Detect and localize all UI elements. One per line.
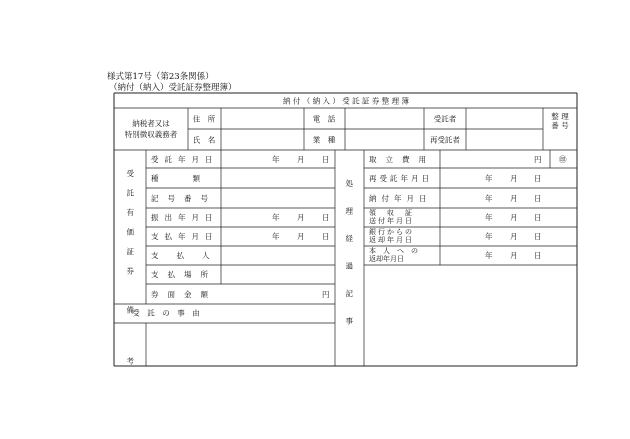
- paid-month: 月: [510, 194, 518, 203]
- address-label: 住 所: [192, 114, 216, 124]
- re-trustee-label: 再受託者: [430, 135, 460, 145]
- form-number: 様式第17号（第23条関係）: [107, 72, 214, 82]
- taxpayer-label: 納税者又は 特別徴収義務者: [124, 119, 178, 139]
- number-label: 記号番号: [151, 194, 217, 203]
- paid-date-label: 納付年月日: [369, 194, 432, 203]
- date-issued-month: 月: [297, 213, 305, 222]
- collection-cost-stamp: ㊞: [559, 155, 567, 164]
- re-trust-year: 年: [485, 174, 493, 183]
- date-received-day: 日: [322, 155, 330, 164]
- re-trust-day: 日: [534, 174, 542, 183]
- person-return-month: 月: [510, 251, 518, 260]
- phone-label: 電 話: [312, 114, 336, 124]
- collection-cost-yen: 円: [534, 155, 542, 164]
- date-received-month: 月: [297, 155, 305, 164]
- process-group-label: 処理経過記事: [344, 179, 354, 345]
- date-payment-day: 日: [322, 232, 330, 241]
- face-value-label: 券面金額: [151, 290, 217, 299]
- bank-return-year: 年: [485, 232, 493, 241]
- ledger-number-label: 整 理 番 号: [551, 112, 569, 130]
- bank-return-day: 日: [534, 232, 542, 241]
- form-title: 納 付 （ 納 入 ） 受 託 証 券 整 理 簿: [282, 96, 410, 106]
- paid-year: 年: [485, 194, 493, 203]
- re-trust-date-label: 再受託年月日: [369, 174, 432, 183]
- kind-label: 種類: [151, 174, 234, 183]
- remarks-label: 備 考: [125, 305, 135, 383]
- person-return-year: 年: [485, 251, 493, 260]
- person-return-date-label: 本 人 へ の 返却年月日: [369, 247, 418, 263]
- date-issued-day: 日: [322, 213, 330, 222]
- receipt-month: 月: [510, 213, 518, 222]
- trust-reason-label: 受 託 の 事 由: [132, 308, 200, 318]
- person-return-day: 日: [534, 251, 542, 260]
- collection-cost-label: 取立費用: [369, 155, 435, 164]
- receipt-day: 日: [534, 213, 542, 222]
- paid-day: 日: [534, 194, 542, 203]
- date-received-year: 年: [272, 155, 280, 164]
- date-issued-label: 振出年月日: [151, 213, 219, 222]
- receipt-year: 年: [485, 213, 493, 222]
- bank-return-date-label: 銀行からの 返却年月日: [369, 228, 414, 244]
- date-payment-month: 月: [297, 232, 305, 241]
- occupation-label: 業 種: [312, 135, 336, 145]
- face-value-yen: 円: [322, 290, 330, 299]
- form-caption: （納付（納入）受託証券整理簿）: [109, 83, 237, 93]
- name-label: 氏 名: [192, 135, 216, 145]
- date-payment-label: 支払年月日: [151, 232, 219, 241]
- receipt-date-label: 領 収 証 送付年月日: [369, 209, 414, 225]
- date-issued-year: 年: [272, 213, 280, 222]
- trustee-label: 受託者: [433, 114, 457, 124]
- date-payment-year: 年: [272, 232, 280, 241]
- bank-return-month: 月: [510, 232, 518, 241]
- payer-label: 支払人: [151, 251, 228, 260]
- securities-group-label: 受託有価証券: [125, 169, 135, 287]
- date-received-label: 受託年月日: [151, 155, 219, 164]
- re-trust-month: 月: [510, 174, 518, 183]
- payment-place-label: 支払場所: [151, 270, 217, 279]
